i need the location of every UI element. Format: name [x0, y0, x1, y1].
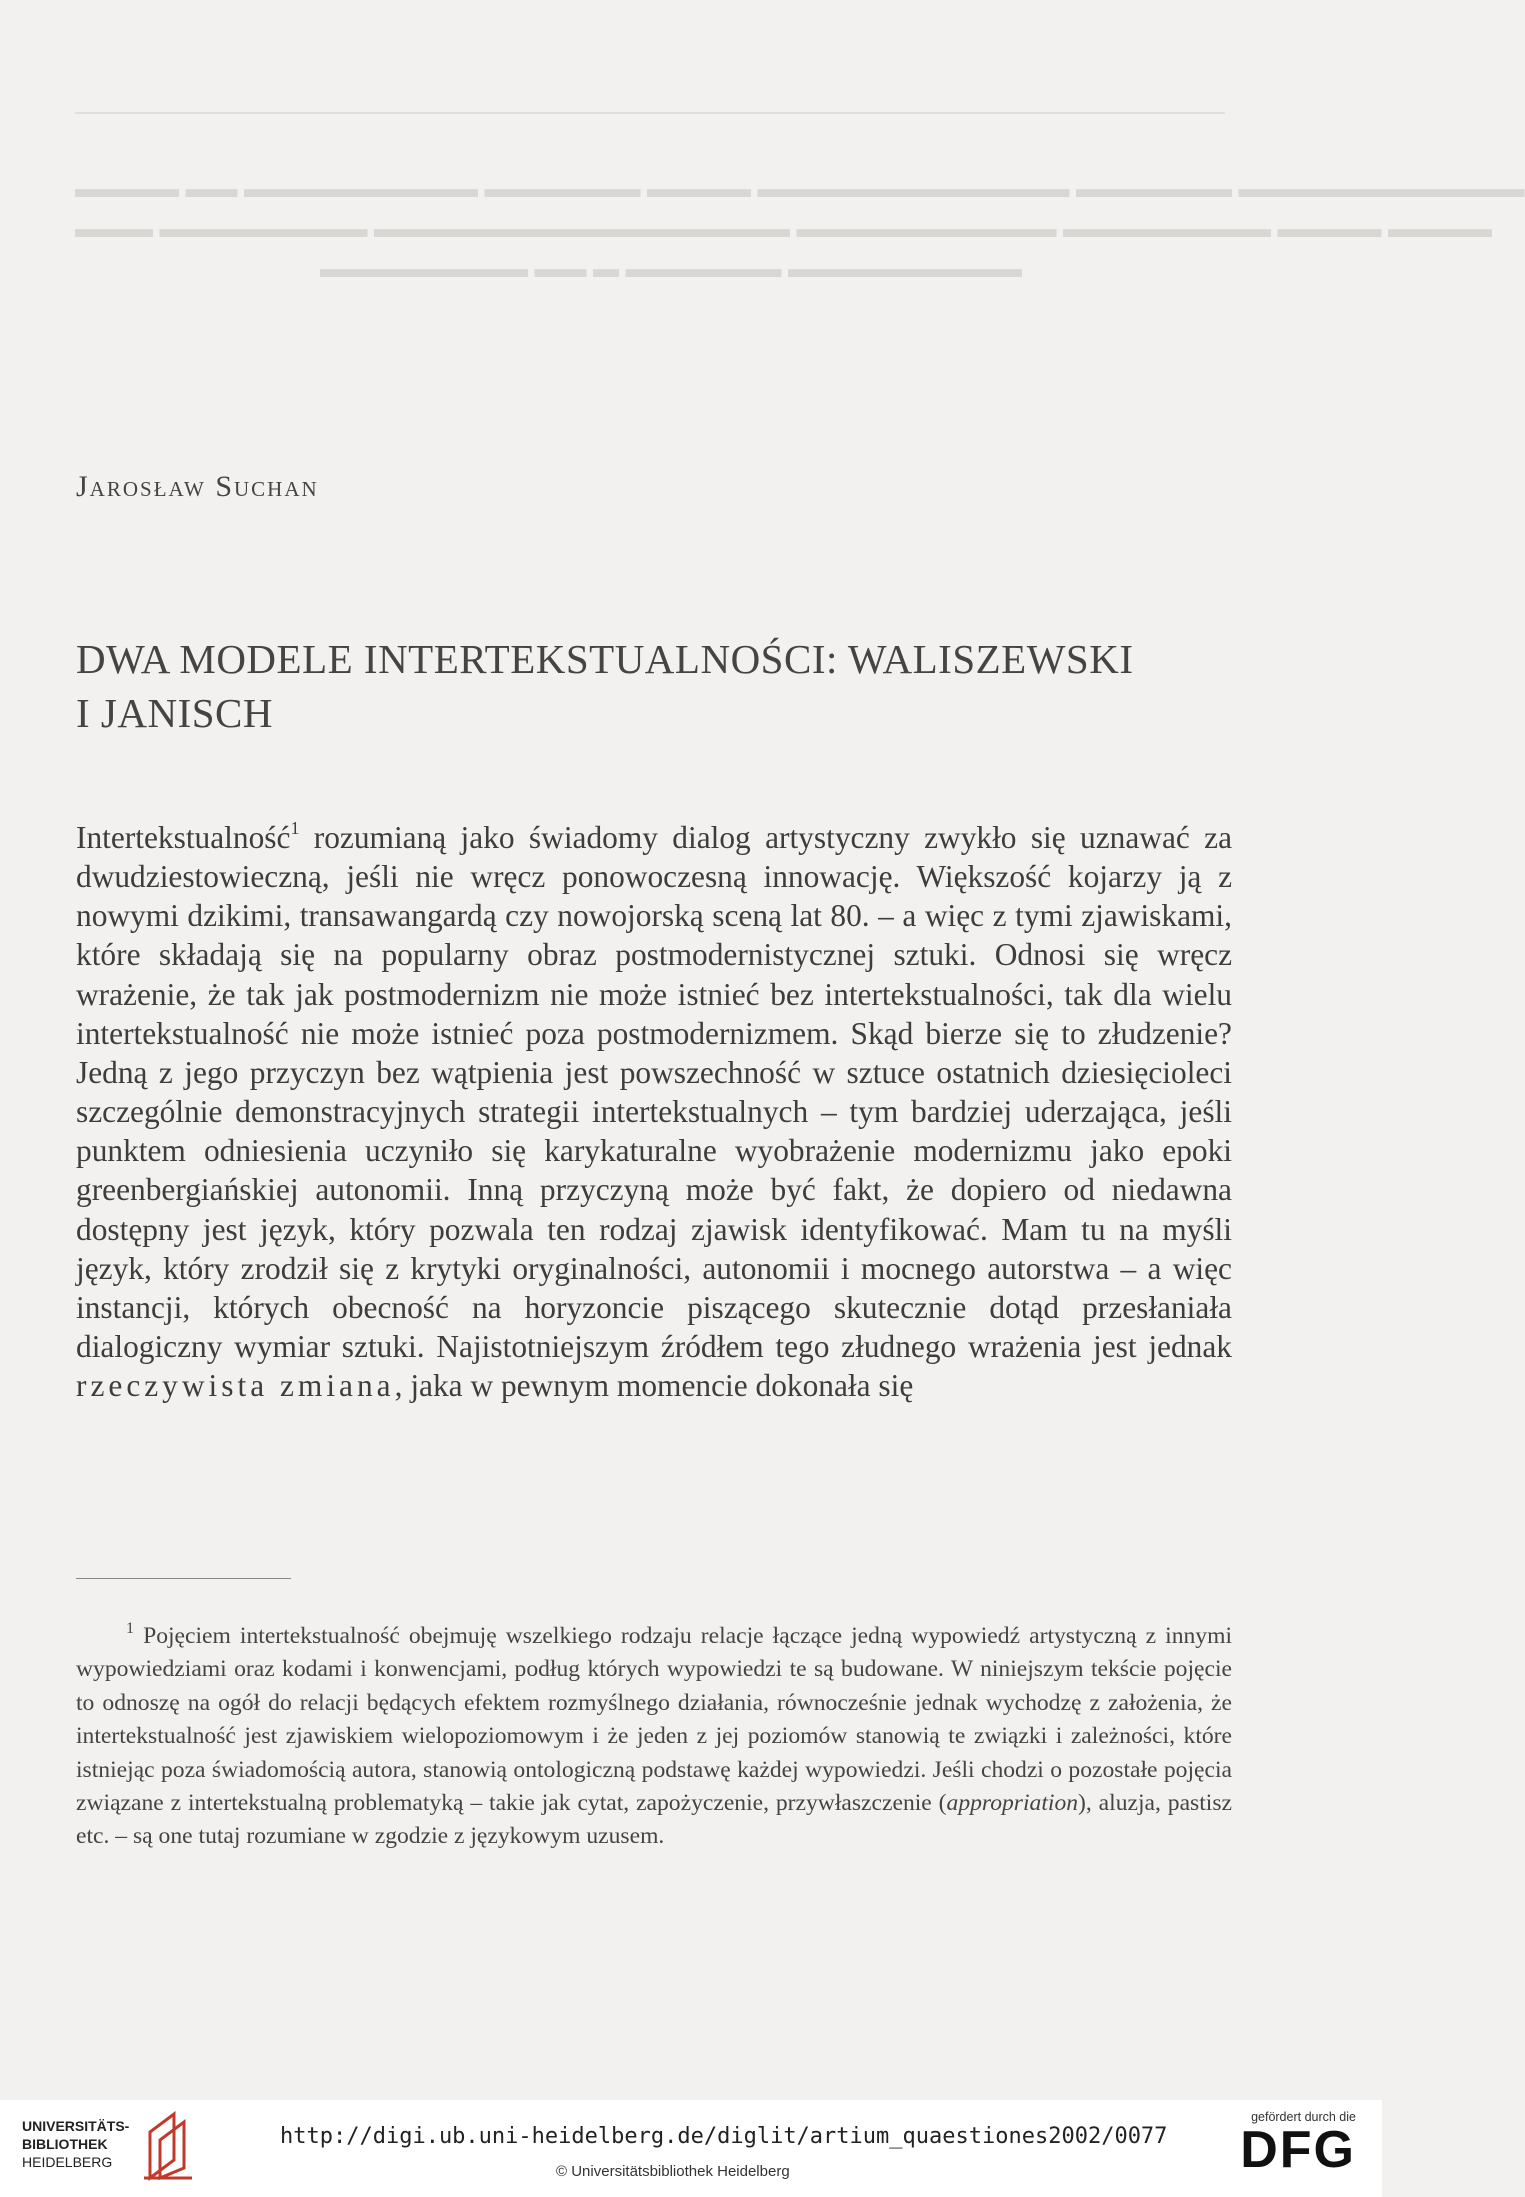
article-title	[76, 632, 1236, 740]
permalink-url[interactable]: http://digi.ub.uni-heidelberg.de/diglit/artium_quaestiones2002/0077	[280, 2124, 1168, 2149]
title-line: I JANISCH	[76, 690, 273, 736]
library-emblem-icon	[140, 2110, 196, 2180]
body-paragraph	[76, 818, 1232, 1405]
copyright-notice: © Universitätsbibliothek Heidelberg	[556, 2163, 790, 2180]
footnote-reference: 1	[290, 818, 300, 838]
footnote-number: 1	[126, 1620, 134, 1637]
body-text: Intertekstualność	[76, 820, 291, 855]
footnote-text: Pojęciem intertekstualność obejmuję wszelkiego rodzaju relacje łączące jedną wypowiedź artystyczną z innymi wypowiedziami oraz kodami i konwencjami, podług których wypowiedzi te są budowane. W niniejszym tekście pojęcie to odnoszę na ogół do relacji będących efektem rozmyślnego działania, równocześnie jednak wychodzę z założenia, że intertekstualność jest zjawiskiem wielopoziomowym i że jeden z jej poziomów stanowią te związki i zależności, które istniejąc poza świadomością autora, stanowią ontologiczną podstawę każdej wypowiedzi. Jeśli chodzi o pozostałe pojęcia związane z intertekstualną problematyką – takie jak cytat, zapożyczenie, przywłaszczenie (	[76, 1623, 1232, 1817]
library-logo-line: BIBLIOTHEK	[22, 2136, 108, 2152]
show-through-text: ▬▬▬ ▬▬▬▬▬▬▬▬ ▬▬▬▬▬▬▬▬▬▬▬▬▬▬▬▬ ▬▬▬▬▬▬▬▬▬▬ ▬▬▬▬▬▬▬▬ ▬▬▬▬ ▬▬▬▬	[75, 214, 1492, 243]
sponsor-block	[1240, 2110, 1356, 2179]
show-through-text: ▬▬▬▬▬▬▬▬ ▬▬ ▬ ▬▬▬▬▬▬ ▬▬▬▬▬▬▬▬▬	[320, 254, 1022, 283]
show-through-rule	[75, 112, 1225, 114]
library-logo-line: UNIVERSITÄTS-	[22, 2118, 130, 2134]
show-through-text: ▬▬▬▬ ▬▬ ▬▬▬▬▬▬▬▬▬ ▬▬▬▬▬▬ ▬▬▬▬ ▬▬▬▬▬▬▬▬▬▬▬▬ ▬▬▬▬▬▬ ▬▬▬▬▬▬▬▬▬▬▬	[75, 174, 1525, 203]
title-line: DWA MODELE INTERTEKSTUALNOŚCI: WALISZEWSKI	[76, 636, 1134, 682]
body-text: rozumianą jako świadomy dialog artystyczny zwykło się uznawać za dwudziestowieczną, jeśli nie wręcz ponowoczesną innowację. Większość kojarzy ją z nowymi dzikimi, transawangardą czy nowojorską sceną lat 80. – a więc z tymi zjawiskami, które składają się na popularny obraz postmodernistycznej sztuki. Odnosi się wręcz wrażenie, że tak jak postmodernizm nie może istnieć bez intertekstualności, tak dla wielu intertekstualność nie może istnieć poza postmodernizmem. Skąd bierze się to złudzenie? Jedną z jego przyczyn bez wątpienia jest powszechność w sztuce ostatnich dziesięcioleci szczególnie demonstracyjnych strategii intertekstualnych – tym bardziej uderzająca, jeśli punktem odniesienia uczyniło się karykaturalne wyobrażenie modernizmu jako epoki greenbergiańskiej autonomii. Inną przyczyną może być fakt, że dopiero od niedawna dostępny jest język, który pozwala ten rodzaj zjawisk identyfikować. Mam tu na myśli język, który zrodził się z krytyki oryginalności, autonomii i mocnego autorstwa – a więc instancji, których obecność na horyzoncie piszącego skutecznie dotąd przesłaniała dialogiczny wymiar sztuki. Najistotniejszym źródłem tego złudnego wrażenia jest jednak	[76, 820, 1232, 1365]
emphasized-text: rzeczywista zmiana	[76, 1368, 395, 1404]
library-logo[interactable]	[22, 2117, 129, 2171]
footnote-italic-term: appropriation	[946, 1790, 1079, 1817]
footnote-text: ), aluzja, pastisz etc. – są one tutaj rozumiane w zgodzie z językowym uzusem.	[76, 1790, 1232, 1850]
body-text: , jaka w pewnym momencie dokonała się	[394, 1368, 914, 1404]
library-logo-line: HEIDELBERG	[22, 2154, 113, 2170]
footnote-separator	[76, 1578, 291, 1579]
author-name: Jarosław Suchan	[76, 470, 319, 503]
footnote	[76, 1620, 1232, 1854]
sponsor-note: gefördert durch die	[1251, 2110, 1356, 2124]
dfg-logo[interactable]: DFG	[1240, 2121, 1356, 2179]
